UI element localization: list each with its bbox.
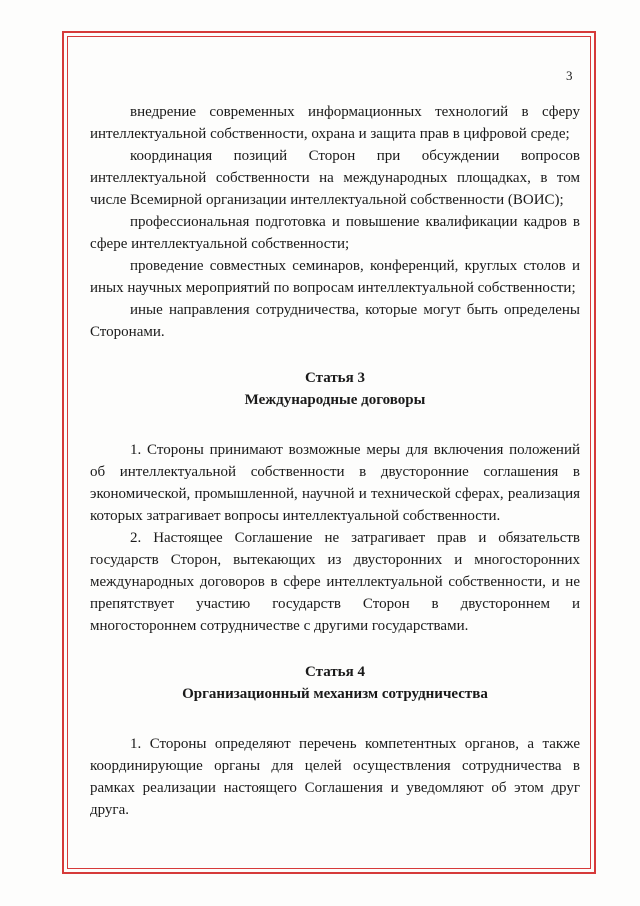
document-body bbox=[90, 101, 580, 821]
page-number: 3 bbox=[566, 68, 573, 83]
article-3-number: Статья 3 bbox=[305, 370, 365, 386]
article-4-paragraph-1: 1. Стороны определяют перечень компетентных органов, а также координирующие органы для целей осуществления сотрудничества в рамках реализации настоящего Соглашения и уведомляют об этом друг друга. bbox=[90, 736, 580, 818]
article-4-number: Статья 4 bbox=[305, 664, 365, 680]
article-4-title: Организационный механизм сотрудничества bbox=[182, 686, 488, 702]
article-3-paragraph-1: 1. Стороны принимают возможные меры для включения положений об интеллектуальной собственности в двусторонние соглашения в экономической, промышленной, научной и технической сферах, реализация которых затрагивает вопросы интеллектуальной собственности. bbox=[90, 442, 580, 524]
list-paragraph: внедрение современных информационных технологий в сферу интеллектуальной собственности, охрана и защита прав в цифровой среде; bbox=[90, 104, 580, 142]
list-paragraph: проведение совместных семинаров, конференций, круглых столов и иных научных мероприятий по вопросам интеллектуальной собственности; bbox=[90, 258, 580, 296]
article-3-paragraph-2: 2. Настоящее Соглашение не затрагивает прав и обязательств государств Сторон, вытекающих из двусторонних и многосторонних международных договоров в сфере интеллектуальной собственности, и не препятствует участию государств Сторон в двустороннем и многостороннем сотрудничестве с другими государствами. bbox=[90, 530, 580, 634]
article-3-title: Международные договоры bbox=[244, 392, 426, 408]
list-paragraph: профессиональная подготовка и повышение квалификации кадров в сфере интеллектуальной собственности; bbox=[90, 214, 580, 252]
list-paragraph: координация позиций Сторон при обсуждении вопросов интеллектуальной собственности на международных площадках, в том числе Всемирной организации интеллектуальной собственности (ВОИС); bbox=[90, 148, 580, 208]
list-paragraph: иные направления сотрудничества, которые могут быть определены Сторонами. bbox=[90, 302, 580, 340]
